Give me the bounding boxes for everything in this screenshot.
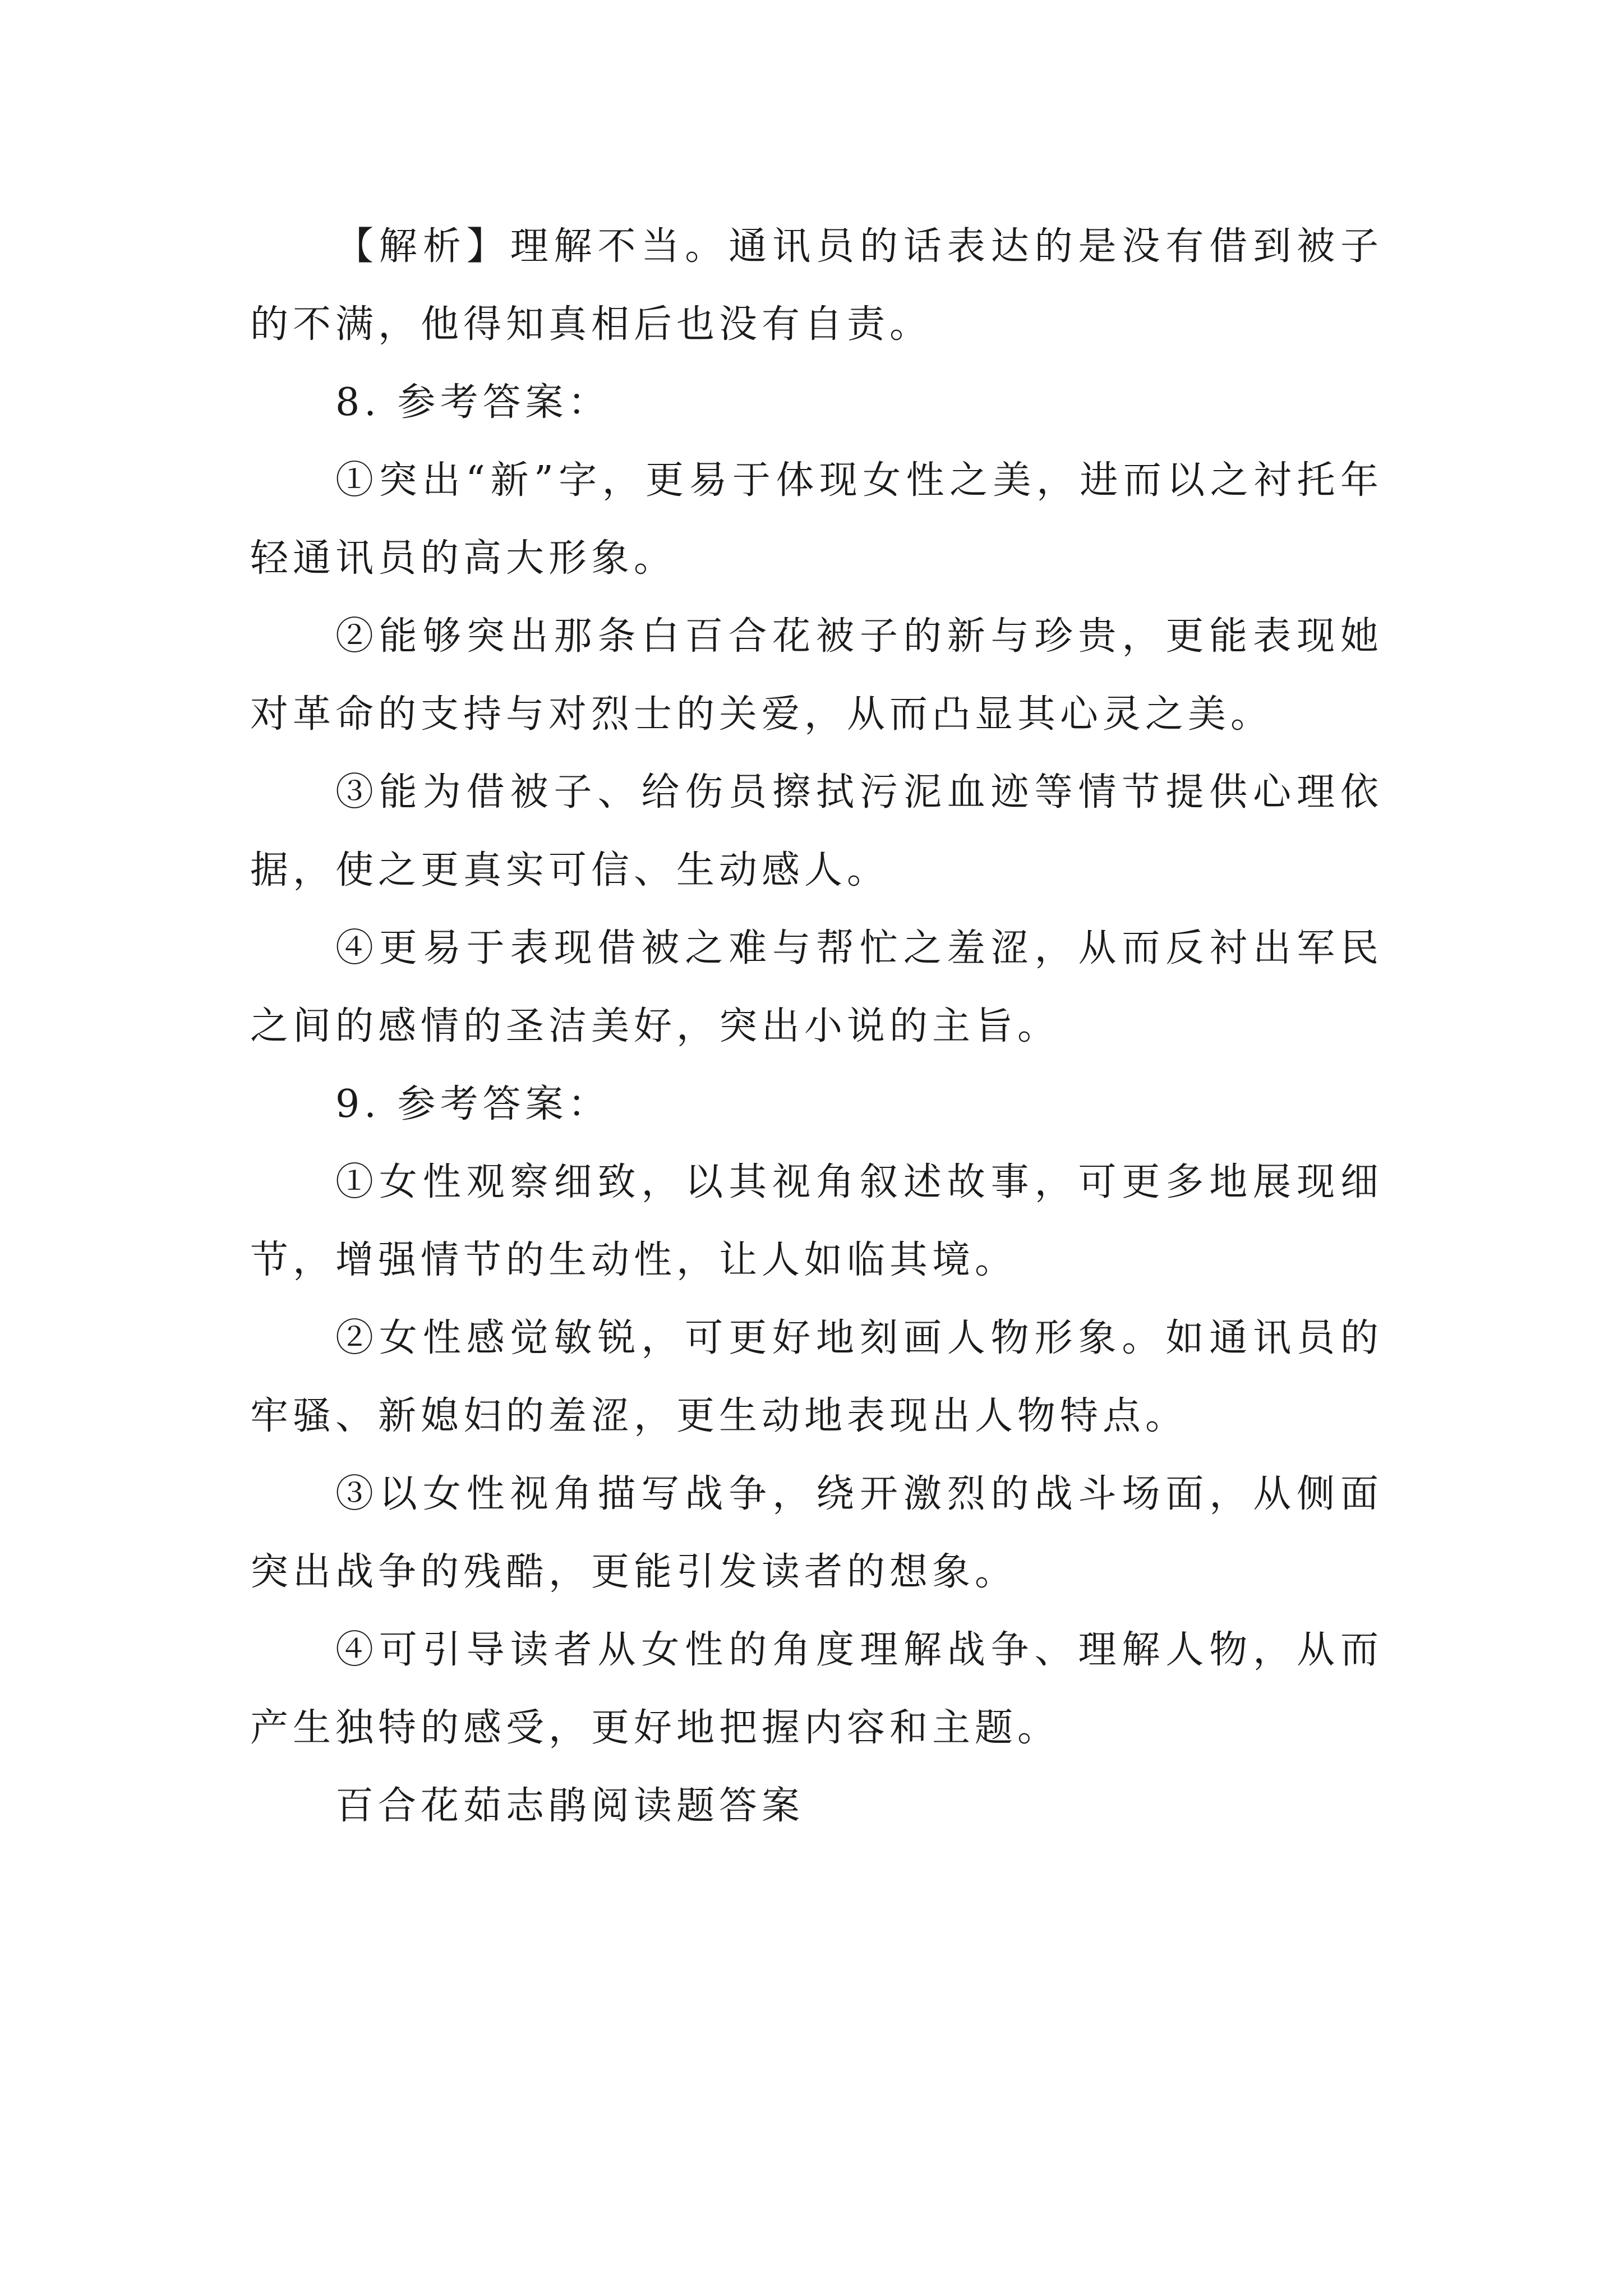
- q8-answer-item: ②能够突出那条白百合花被子的新与珍贵，更能表现她对革命的支持与对烈士的关爱，从而凸显其心灵之美。: [250, 614, 1383, 737]
- footer-title: 百合花茹志鹃阅读题答案: [335, 1784, 805, 1828]
- q9-answer-item: ①女性观察细致，以其视角叙述故事，可更多地展现细节，增强情节的生动性，让人如临其境。: [250, 1160, 1383, 1282]
- q9-heading: 9. 参考答案：: [335, 1082, 611, 1126]
- q8-answer-item: ④更易于表现借被之难与帮忙之羞涩，从而反衬出军民之间的感情的圣洁美好，突出小说的主旨。: [250, 926, 1383, 1048]
- analysis-paragraph: 【解析】理解不当。通讯员的话表达的是没有借到被子的不满，他得知真相后也没有自责。: [250, 224, 1383, 347]
- q8-answer-item: ③能为借被子、给伤员擦拭污泥血迹等情节提供心理依据，使之更真实可信、生动感人。: [250, 770, 1383, 892]
- q9-answer-item: ③以女性视角描写战争，绕开激烈的战斗场面，从侧面突出战争的残酷，更能引发读者的想象。: [250, 1472, 1383, 1594]
- q9-answer-item: ②女性感觉敏锐，可更好地刻画人物形象。如通讯员的牢骚、新媳妇的羞涩，更生动地表现出人物特点。: [250, 1316, 1383, 1438]
- q8-heading: 8. 参考答案：: [335, 380, 611, 425]
- q9-answer-item: ④可引导读者从女性的角度理解战争、理解人物，从而产生独特的感受，更好地把握内容和主题。: [250, 1628, 1383, 1750]
- document-body: [250, 208, 1383, 1845]
- q8-answer-item: ①突出“新”字，更易于体现女性之美，进而以之衬托年轻通讯员的高大形象。: [250, 458, 1383, 581]
